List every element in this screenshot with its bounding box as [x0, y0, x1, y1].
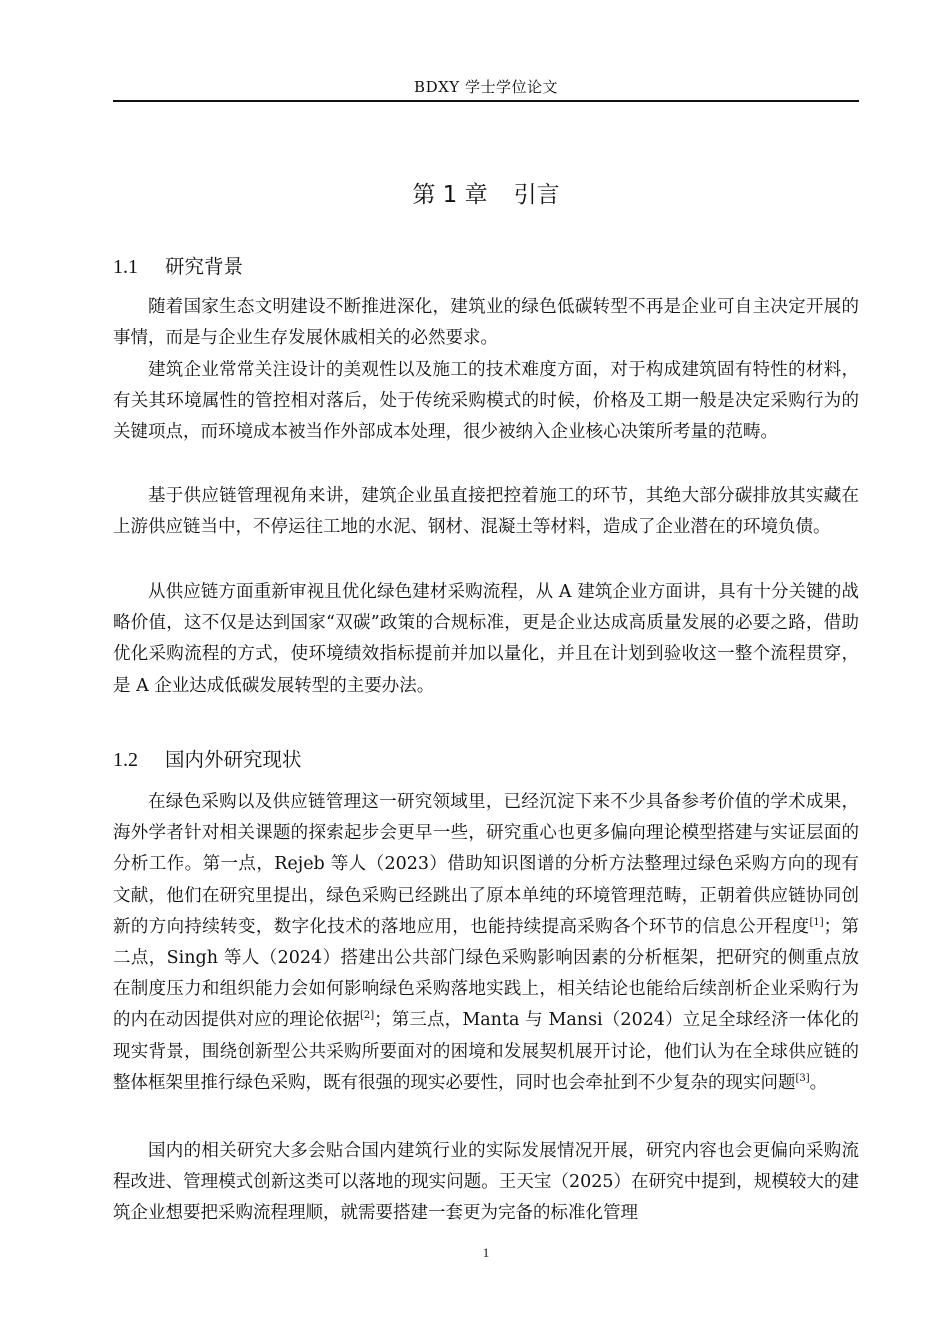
section-title: 研究背景 [165, 255, 244, 278]
section-heading-1-2 [113, 745, 859, 775]
section-heading-1-1 [113, 252, 859, 282]
paragraph-text: ；第二点，Singh 等人（2024）搭建出公共部门绿色采购影响因素的分析框架，把研究的侧重点放在制度压力和组织能力会如何影响绿色采购落地实践上，相关结论也能给后续剖析企业采购行为的内在动因提供对应的理论依据 [113, 916, 859, 1031]
paragraph: 建筑企业常常关注设计的美观性以及施工的技术难度方面，对于构成建筑固有特性的材料，有关其环境属性的管控相对落后，处于传统采购模式的时候，价格及工期一般是决定采购行为的关键项点，而环境成本被当作外部成本处理，很少被纳入企业核心决策所考量的范畴。 [113, 360, 859, 443]
paragraph-with-citations [113, 787, 859, 1099]
paragraph: 基于供应链管理视角来讲，建筑企业虽直接把控着施工的环节，其绝大部分碳排放其实藏在上游供应链当中，不停运往工地的水泥、钢材、混凝土等材料，造成了企业潜在的环境负债。 [113, 486, 859, 538]
paragraph-text: 在绿色采购以及供应链管理这一研究领域里，已经沉淀下来不少具备参考价值的学术成果，海外学者针对相关课题的探索起步会更早一些，研究重心也更多偏向理论模型搭建与实证层面的分析工作。第一点，Rejeb 等人（2023）借助知识图谱的分析方法整理过绿色采购方向的现有文献，他们在研究里提出，绿色采购已经跳出了原本单纯的环境管理范畴，正朝着供应链协同创新的方向持续转变，数字化技术的落地应用，也能持续提高采购各个环节的信息公开程度 [113, 792, 859, 937]
citation-ref: [3] [795, 1072, 810, 1084]
section-number: 1.2 [113, 749, 138, 771]
running-header: BDXY 学士学位论文 [414, 78, 558, 96]
chapter-name: 引言 [513, 182, 560, 208]
page-number: 1 [482, 1245, 490, 1260]
paragraph: 随着国家生态文明建设不断推进深化，建筑业的绿色低碳转型不再是企业可自主决定开展的事情，而是与企业生存发展休戚相关的必然要求。 [113, 297, 859, 349]
citation-ref: [2] [359, 1010, 375, 1022]
paragraph-text: 。 [809, 1072, 828, 1093]
paragraph: 从供应链方面重新审视且优化绿色建材采购流程，从 A 建筑企业方面讲，具有十分关键的战略价值，这不仅是达到国家“双碳”政策的合规标准，更是企业达成高质量发展的必要之路，借助优化采购流程的方式，使环境绩效指标提前并加以量化，并且在计划到验收这一整个流程贯穿，是 A 企业达成低碳发展转型的主要办法。 [113, 582, 859, 696]
paragraph-text: ；第三点，Manta 与 Mansi（2024）立足全球经济一体化的现实背景，围绕创新型公共采购所要面对的困境和发展契机展开讨论，他们认为在全球供应链的整体框架里推行绿色采购，既有很强的现实必要性，同时也会牵扯到不少复杂的现实问题 [113, 1010, 859, 1093]
section-title: 国内外研究现状 [165, 748, 302, 771]
section-number: 1.1 [113, 256, 138, 278]
chapter-title [113, 178, 859, 212]
header-rule [113, 100, 859, 102]
chapter-number: 第 1 章 [412, 182, 488, 208]
paragraph: 国内的相关研究大多会贴合国内建筑行业的实际发展情况开展，研究内容也会更偏向采购流程改进、管理模式创新这类可以落地的现实问题。王天宝（2025）在研究中提到，规模较大的建筑企业想要把采购流程理顺，就需要搭建一套更为完备的标准化管理 [113, 1141, 859, 1224]
citation-ref: [1] [809, 916, 824, 928]
